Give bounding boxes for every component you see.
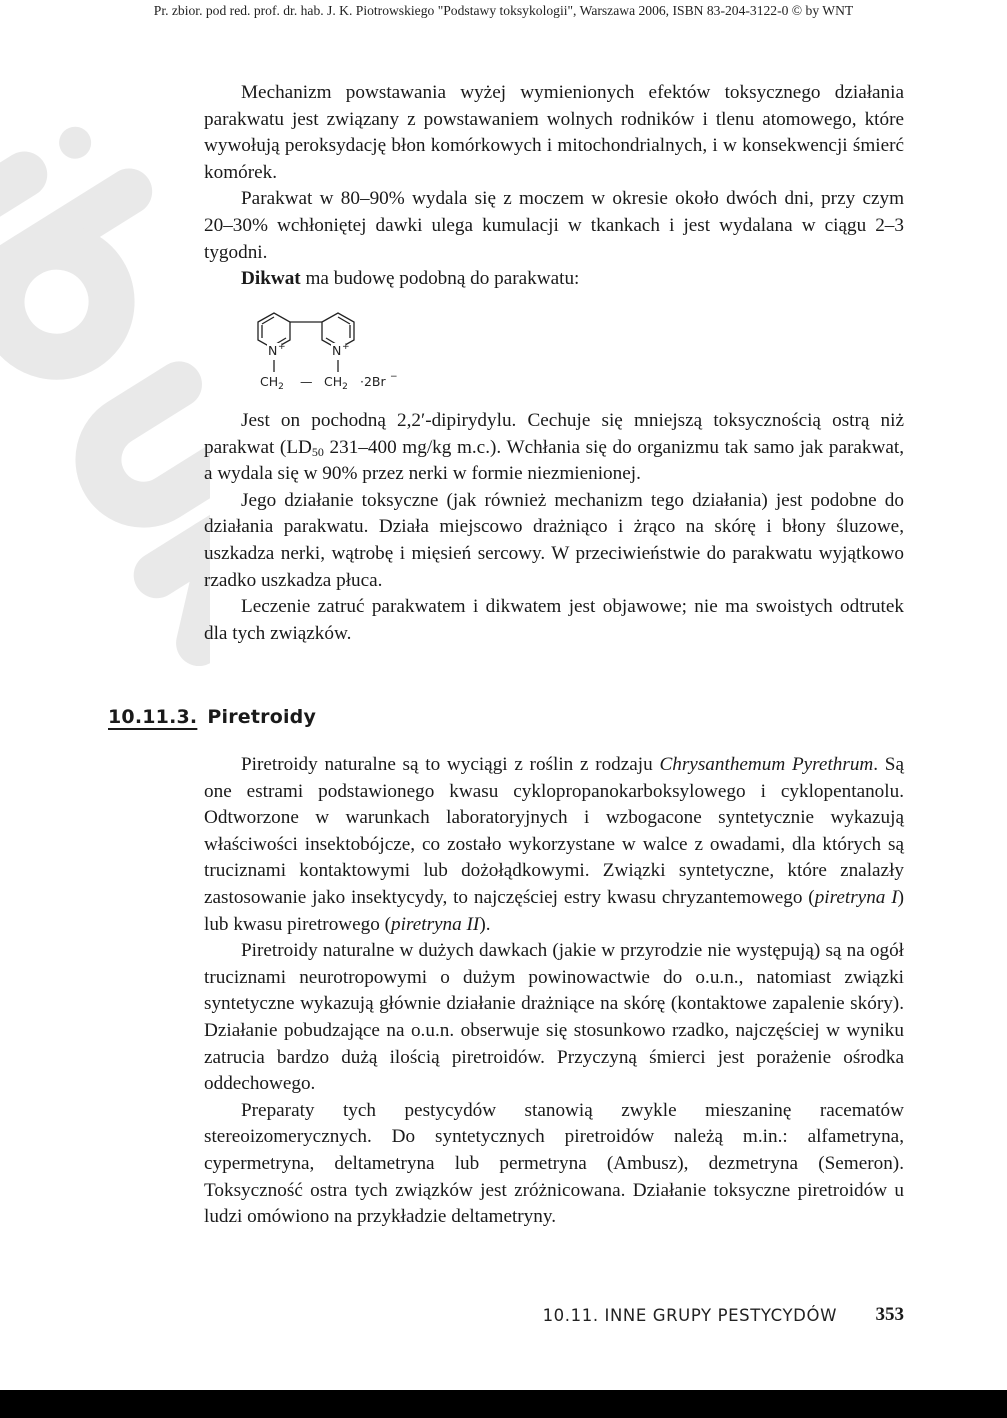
text-block-parakwat xyxy=(204,80,904,266)
paragraph: Jest on pochodną 2,2′-dipirydylu. Cechuje się mniejszą toksycznością ostrą niż parakwat ($LD_{50}$ 231–400 mg/kg m.c.). Wchłania się do organizmu tak samo jak parakwat, a wydala się w 90% przez nerki w formie niezmienionej. xyxy=(204,410,905,485)
citation-header: Pr. zbior. pod red. prof. dr. hab. J. K. Piotrowskiego "Podstawy toksykologii", Warszawa 2006, ISBN 83-204-3122-0 © by WNT xyxy=(153,3,854,18)
page-number: 353 xyxy=(875,1304,904,1325)
ch2-left: $CH_2$ xyxy=(260,374,284,392)
paragraph: Jego działanie toksyczne (jak również mechanizm tego działania) jest podobne do działania parakwatu. Działa miejscowo drażniąco i żrąco na skórę i błony śluzowe, uszkadza nerki, wątrobę i mięsień sercowy. W przeciwieństwie do parakwatu wyjątkowo rzadko uszkadza płuca. xyxy=(204,489,904,591)
ch2-right: $CH_2$ xyxy=(324,374,348,392)
text-block-dikwat xyxy=(204,408,904,647)
charge-plus-right: + xyxy=(342,342,350,352)
term-dikwat: Dikwat xyxy=(241,268,301,289)
nitrogen-right: N xyxy=(332,343,342,358)
section-heading xyxy=(108,706,316,728)
running-footer-chapter: 10.11. INNE GRUPY PESTYCYDÓW xyxy=(542,1306,837,1325)
paragraph: Preparaty tych pestycydów stanowią zwykle mieszaninę racematów stereoizomerycznych. Do syntetycznych piretroidów należą m.in.: alfametryna, cypermetryna, deltametryna lub permetryna (Ambusz), dezmetryna (Semeron). Toksyczność ostra tych związków jest zróżnicowana. Działanie toksyczne piretroidów u ludzi omówiono na przykładzie deltametryny. xyxy=(204,1099,904,1228)
paragraph: Mechanizm powstawania wyżej wymienionych efektów toksycznego działania parakwatu jest związany z powstawaniem wolnych rodników i tlenu atomowego, które wywołują peroksydację błon komórkowych i mitochondrialnych, i w konsekwencji śmierć komórek. xyxy=(204,82,904,183)
bond-dash: — xyxy=(300,374,313,389)
watermark-logo xyxy=(0,110,210,730)
paragraph: Leczenie zatruć parakwatem i dikwatem jest objawowe; nie ma swoistych odtrutek dla tych związków. xyxy=(204,596,904,644)
paragraph: Piretroidy naturalne są to wyciągi z roślin z rodzaju Chrysanthemum Pyrethrum. Są one estrami podstawionego kwasu cyklopropanokarboksylowego i cyklopentanolu. Odtworzone w warunkach laboratoryjnych i wzbogacone syntetycznie wykazują właściwości insektobójcze, co zostało wykorzystane w walce z owadami, dla których są truciznami kontaktowymi lub dożołądkowymi. Związki syntetyczne, które znalazły zastosowanie jako insektycydy, to najczęściej estry kwasu chryzantemowego (piretryna I) lub kwasu piretrowego (piretryna II). xyxy=(204,754,904,935)
nitrogen-left: N xyxy=(268,343,278,358)
section-title: Piretroidy xyxy=(207,706,317,728)
dikwat-intro-text: ma budowę podobną do parakwatu: xyxy=(300,268,580,289)
paragraph: Piretroidy naturalne w dużych dawkach (jakie w przyrodzie nie występują) są na ogół truciznami neurotropowymi o dużym powinowactwie do o.u.n., natomiast związki syntetyczne wykazują głównie działanie drażniące na skórę (kontaktowe zapalenie skóry). Działanie pobudzające na o.u.n. obserwuje się stosunkowo rzadko, najczęściej w wyniku zatrucia bardzo dużą ilością piretroidów. Przyczyną śmierci jest porażenie ośrodka oddechowego. xyxy=(204,940,904,1095)
charge-plus-left: + xyxy=(278,342,286,352)
charge-minus: − xyxy=(390,372,398,382)
bromide-salt: ·2Br xyxy=(360,374,386,389)
text-block-piretroidy xyxy=(204,752,904,1231)
section-number: 10.11.3. xyxy=(108,706,198,728)
paragraph-dikwat-intro xyxy=(204,266,904,293)
diquat-structural-formula xyxy=(238,306,438,400)
paragraph: Parakwat w 80–90% wydala się z moczem w okresie około dwóch dni, przy czym 20–30% wchłoniętej dawki ulega kumulacji w tkankach i jest wydalana w ciągu 2–3 tygodni. xyxy=(204,188,904,263)
